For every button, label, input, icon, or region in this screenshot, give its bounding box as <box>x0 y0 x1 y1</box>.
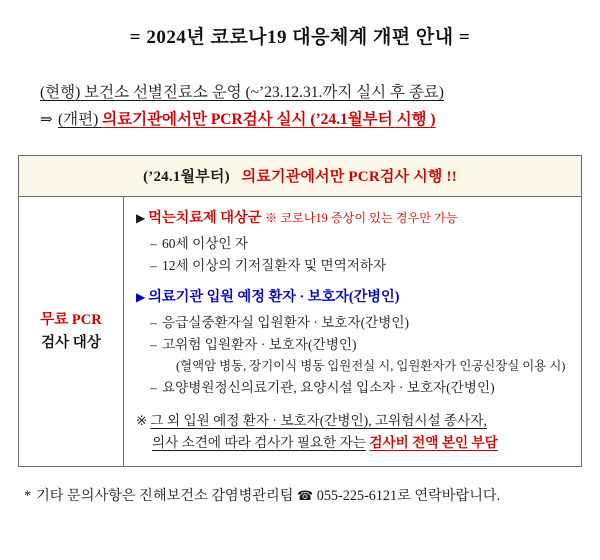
group-oral-treatment <box>136 207 571 277</box>
table-footnote <box>136 410 571 455</box>
intro-block <box>18 79 582 133</box>
triangle-bullet-icon: ▶ <box>136 290 146 305</box>
intro-line-revised <box>40 106 582 133</box>
list-item-label: 60세 이상인 자 <box>162 236 249 252</box>
table-row-content <box>124 197 581 466</box>
list-item: – 요양병원정신의료기관, 요양시설 입소자 · 보호자(간병인) <box>150 379 495 395</box>
list-item-subnote: (혈액암 병동, 장기이식 병동 입원전실 시, 입원환자가 인공신장실 이용 시) <box>176 359 566 374</box>
list-item-label: 요양병원정신의료기관, 요양시설 입소자 · 보호자(간병인) <box>162 379 495 395</box>
table-header <box>19 156 581 197</box>
table-row-label <box>19 197 124 466</box>
bottom-note-text-before: 기타 문의사항은 진해보건소 감염병관리팀 <box>36 488 294 505</box>
list-item: – 60세 이상인 자 <box>150 236 249 252</box>
list-item-label: 응급실중환자실 입원환자 · 보호자(간병인) <box>162 315 410 331</box>
list-item: – 고위험 입원환자 · 보호자(간병인) <box>150 337 357 353</box>
phone-icon: ☎ <box>296 489 314 505</box>
list-item: – 12세 이상의 기저질환자 및 면역저하자 <box>150 258 387 274</box>
group-heading <box>136 207 571 230</box>
intro-revised-text: 의료기관에서만 PCR검사 실시 (’24.1월부터 시행 ) <box>102 111 436 129</box>
asterisk-icon: * <box>24 488 32 505</box>
document-page <box>0 22 600 560</box>
info-table <box>18 155 582 467</box>
label-free-pcr: 무료 PCR <box>40 311 102 328</box>
arrow-icon: ⇒ <box>40 112 53 129</box>
table-body <box>19 197 581 466</box>
footnote-text-1: 그 외 입원 예정 환자 · 보호자(간병인), 고위험시설 종사자, <box>150 412 487 428</box>
contact-phone-number: 055-225-6121 <box>316 488 398 505</box>
group-heading-label: 의료기관 입원 예정 환자 · 보호자(간병인) <box>148 289 400 306</box>
intro-line-current <box>40 79 582 106</box>
list-item: – 응급실중환자실 입원환자 · 보호자(간병인) <box>150 315 410 331</box>
triangle-bullet-icon: ▶ <box>136 211 146 226</box>
group-heading-note: ※ 코로나19 증상이 있는 경우만 가능 <box>264 211 458 226</box>
intro-revised-label: (개편) <box>58 111 99 129</box>
intro-current-text: 보건소 선별진료소 운영 (~’23.12.31.까지 실시 후 종료) <box>84 84 444 101</box>
footnote-line-2 <box>136 432 571 454</box>
footnote-line-1 <box>136 410 571 432</box>
group-inpatient <box>136 286 571 398</box>
group-heading <box>136 286 571 309</box>
list-item-label: 12세 이상의 기저질환자 및 면역저하자 <box>162 258 387 274</box>
bottom-note-text-after: 로 연락바랍니다. <box>397 488 501 505</box>
page-title: = 2024년 코로나19 대응체계 개편 안내 = <box>129 27 471 48</box>
intro-current-label: (현행) <box>40 84 81 101</box>
table-header-highlight: 의료기관에서만 PCR검사 시행 !! <box>241 169 457 186</box>
table-header-prefix: (’24.1월부터) <box>143 169 230 186</box>
bottom-note <box>18 485 582 508</box>
asterisk-icon: ※ <box>136 412 148 428</box>
footnote-text-2-highlight: 검사비 전액 본인 부담 <box>369 434 498 450</box>
footnote-text-2: 의사 소견에 따라 검사가 필요한 자는 <box>152 434 366 450</box>
list-item-label: 고위험 입원환자 · 보호자(간병인) <box>162 337 357 353</box>
group-heading-label: 먹는치료제 대상군 <box>148 210 262 227</box>
label-test-target: 검사 대상 <box>41 334 101 351</box>
